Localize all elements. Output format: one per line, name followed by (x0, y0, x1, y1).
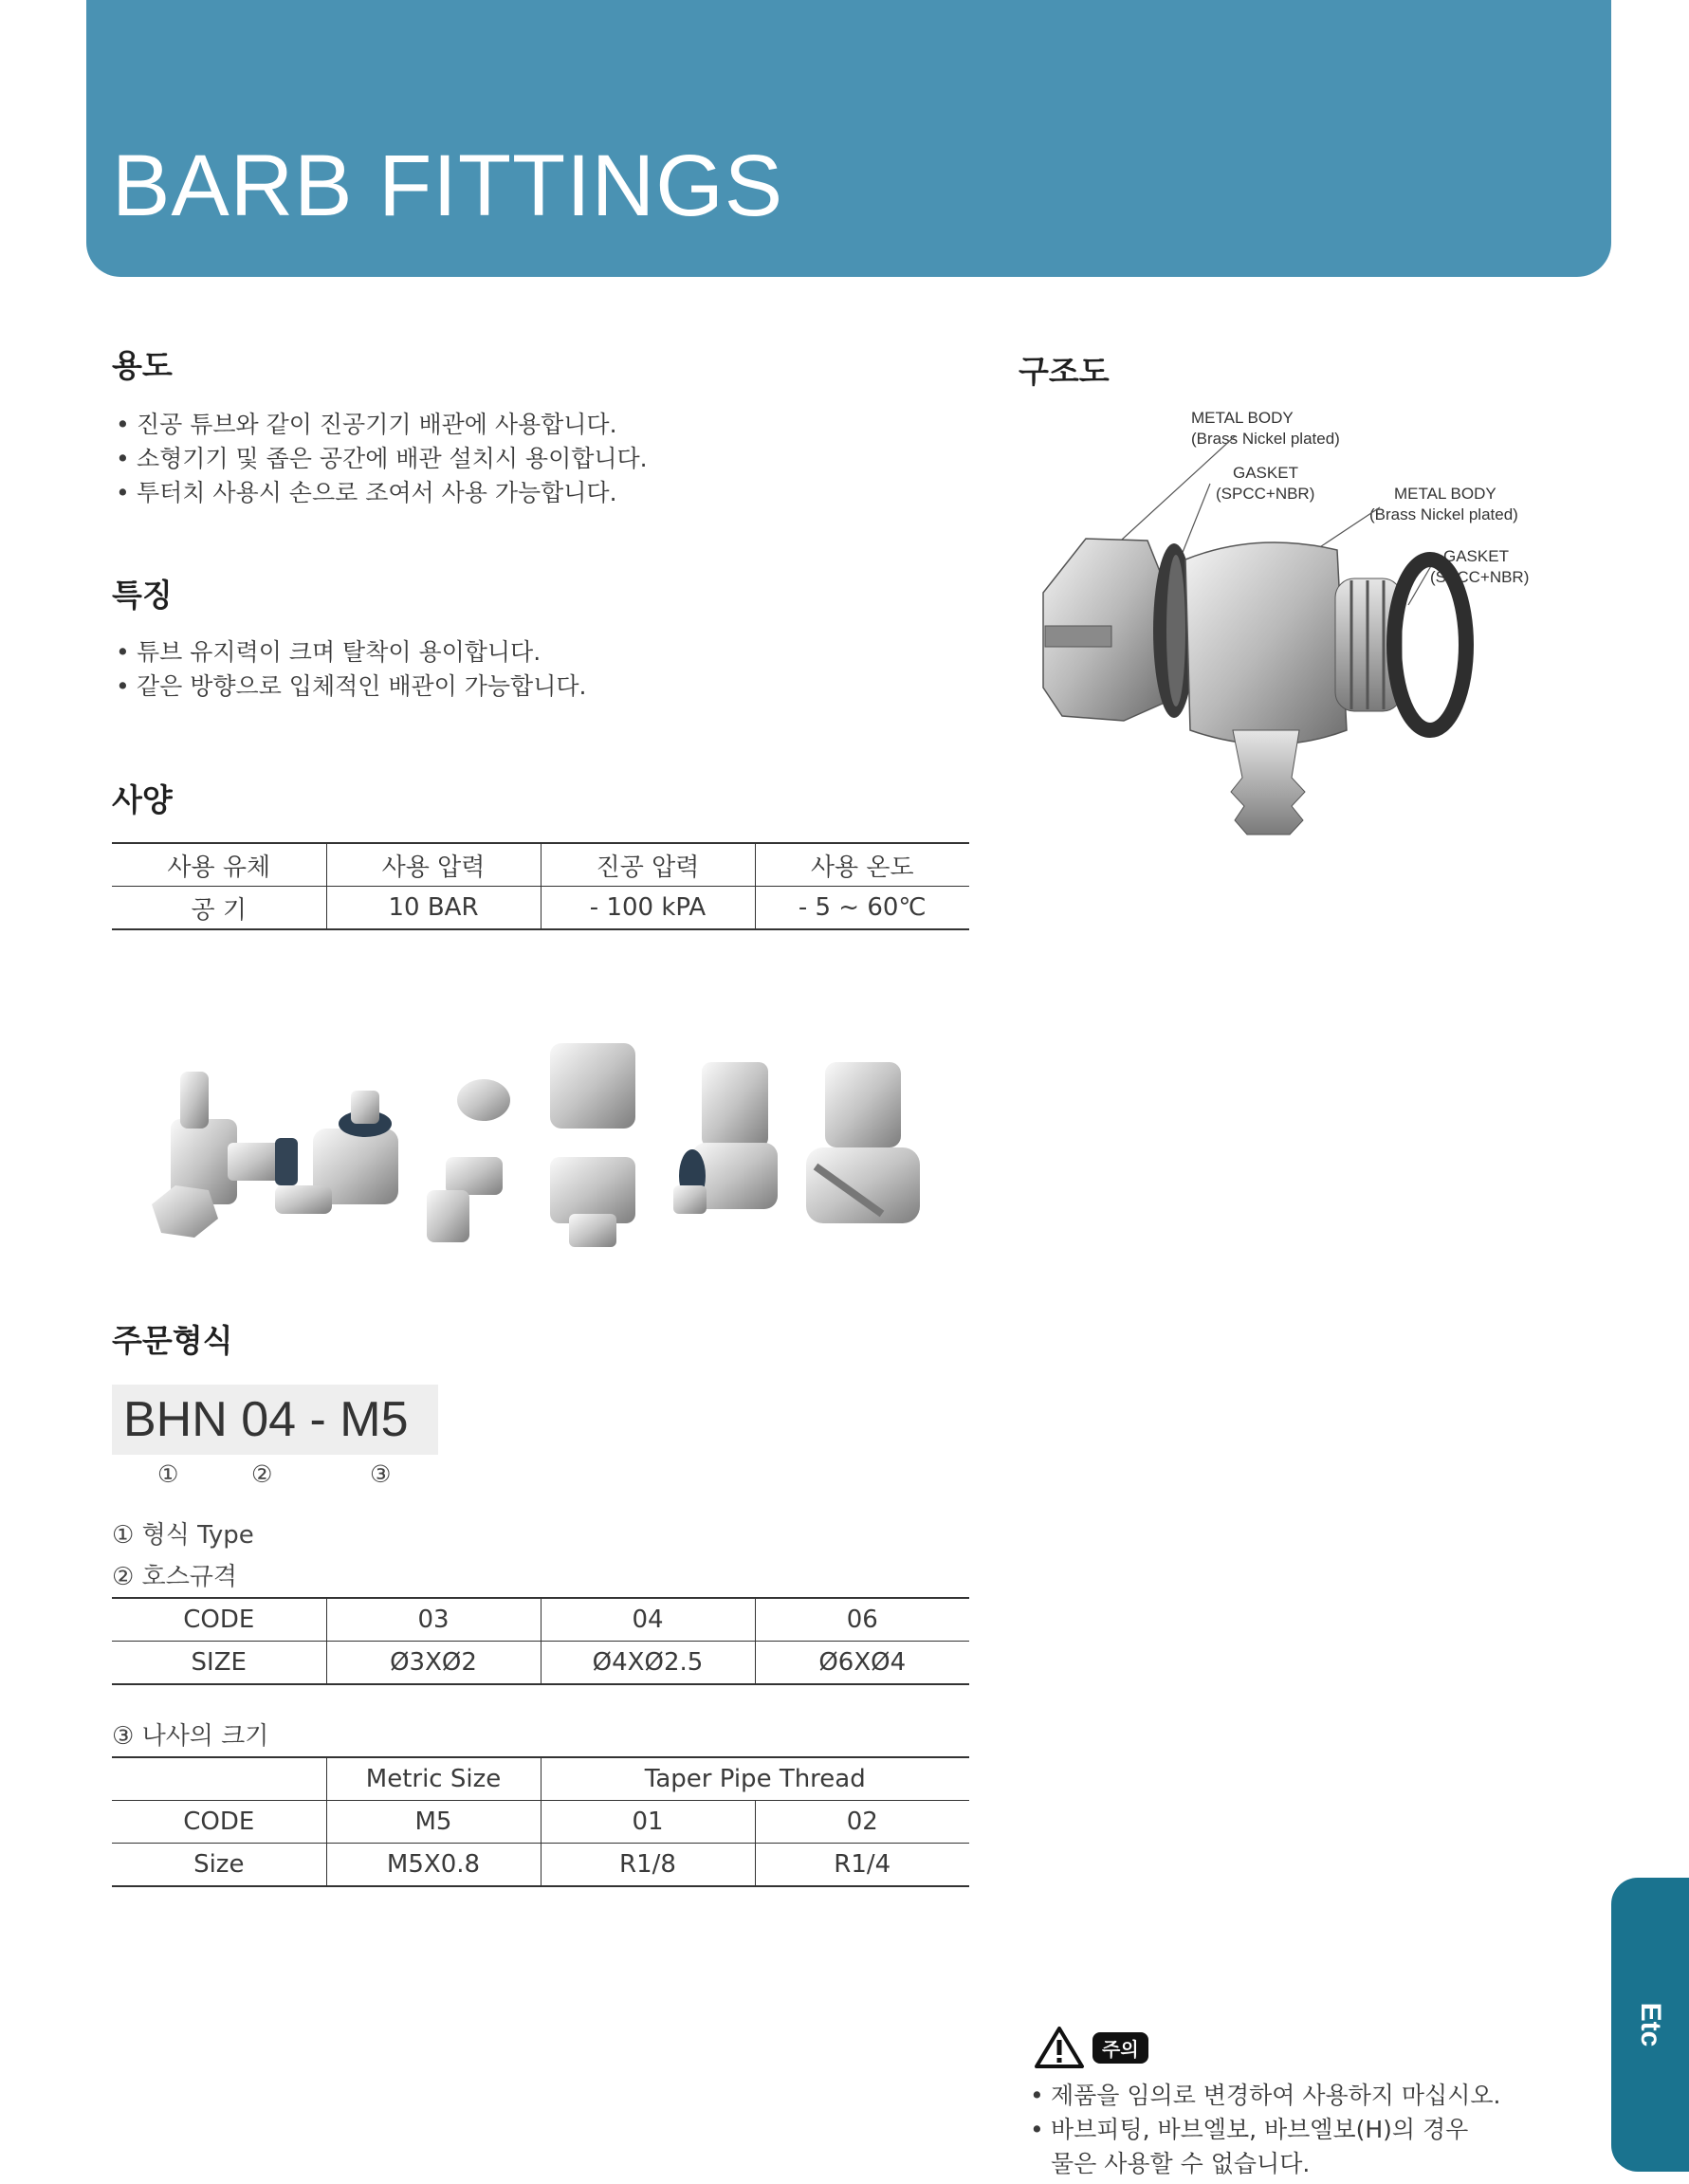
thread-group-header: Taper Pipe Thread (541, 1757, 969, 1801)
hose-cell: 06 (755, 1598, 969, 1642)
type-label: ① 형식 Type (112, 1521, 254, 1550)
order-marker-1: ① (157, 1460, 179, 1488)
warning-triangle-icon (1034, 2026, 1085, 2069)
thread-group-header (112, 1757, 326, 1801)
callout-detail: (SPCC+NBR) (1216, 485, 1315, 503)
spec-heading: 사양 (112, 781, 173, 818)
callout-name: METAL BODY (1191, 409, 1294, 427)
spec-value-cell: - 100 kPA (541, 887, 755, 930)
thread-cell: M5X0.8 (326, 1844, 541, 1887)
thread-table (112, 1756, 969, 1887)
callout-name: GASKET (1233, 464, 1298, 482)
order-code: BHN 04 - M5 (112, 1385, 438, 1455)
usage-heading: 용도 (112, 347, 173, 384)
hose-table (112, 1597, 969, 1685)
callout-name: GASKET (1443, 547, 1509, 565)
features-item: • 튜브 유지력이 크며 탈착이 용이합니다. (112, 635, 965, 670)
thread-label: ③ 나사의 크기 (112, 1722, 269, 1751)
spec-value-cell: 10 BAR (326, 887, 541, 930)
spec-value-cell: 공 기 (191, 895, 247, 925)
hose-label: ② 호스규격 (112, 1563, 238, 1591)
table-row (112, 887, 969, 930)
callout-detail: (Brass Nickel plated) (1191, 430, 1340, 448)
thread-cell: 02 (755, 1801, 969, 1844)
features-heading: 특징 (112, 577, 173, 614)
usage-list (112, 408, 965, 510)
thread-cell: R1/8 (541, 1844, 755, 1887)
order-heading: 주문형식 (112, 1322, 233, 1359)
hose-cell: 04 (541, 1598, 755, 1642)
page-title: BARB FITTINGS (112, 138, 784, 234)
features-list (112, 635, 965, 704)
callout-detail: (SPCC+NBR) (1430, 568, 1530, 586)
fitting-structure-diagram (1034, 417, 1530, 853)
usage-item: • 투터치 사용시 손으로 조여서 사용 가능합니다. (112, 476, 965, 510)
callout-detail: (Brass Nickel plated) (1369, 505, 1518, 523)
table-row (112, 1844, 969, 1887)
thread-cell: 01 (541, 1801, 755, 1844)
structure-heading: 구조도 (1019, 353, 1110, 390)
spec-header-cell: 사용 유체 (167, 853, 271, 882)
caution-list (1026, 2079, 1557, 2147)
features-item: • 같은 방향으로 입체적인 배관이 가능합니다. (112, 670, 965, 704)
table-row (112, 843, 969, 887)
side-tab-etc[interactable] (1611, 1878, 1689, 2172)
table-row (112, 1642, 969, 1685)
spec-table (112, 842, 969, 930)
spec-header-cell: 사용 압력 (326, 843, 541, 887)
table-row (112, 1801, 969, 1844)
spec-header-cell: 진공 압력 (541, 843, 755, 887)
usage-item: • 소형기기 및 좁은 공간에 배관 설치시 용이합니다. (112, 442, 965, 476)
caution-item: • 제품을 임의로 변경하여 사용하지 마십시오. (1026, 2079, 1557, 2113)
thread-group-header: Metric Size (326, 1757, 541, 1801)
spec-value-cell: - 5 ~ 60℃ (755, 887, 969, 930)
order-marker-3: ③ (370, 1460, 392, 1488)
caution-badge: 주의 (1092, 2032, 1148, 2064)
order-marker-2: ② (251, 1460, 273, 1488)
thread-cell: R1/4 (755, 1844, 969, 1887)
table-row (112, 1598, 969, 1642)
table-row (112, 1757, 969, 1801)
thread-cell: CODE (183, 1808, 255, 1836)
caution-header (1034, 2026, 1148, 2069)
hose-cell: Ø4XØ2.5 (541, 1642, 755, 1685)
hose-cell: CODE (183, 1606, 255, 1634)
product-photo-illustration (133, 1024, 967, 1280)
callout-name: METAL BODY (1394, 485, 1496, 503)
side-tab-label: Etc (1635, 2002, 1666, 2047)
hose-cell: 03 (326, 1598, 541, 1642)
caution-item-continued: 물은 사용할 수 없습니다. (1051, 2150, 1311, 2177)
usage-item: • 진공 튜브와 같이 진공기기 배관에 사용합니다. (112, 408, 965, 442)
hose-cell: Ø3XØ2 (326, 1642, 541, 1685)
hose-cell: SIZE (191, 1648, 247, 1677)
thread-cell: Size (193, 1850, 245, 1879)
caution-item: • 바브피팅, 바브엘보, 바브엘보(H)의 경우 (1026, 2113, 1557, 2147)
thread-cell: M5 (326, 1801, 541, 1844)
spec-header-cell: 사용 온도 (755, 843, 969, 887)
hose-cell: Ø6XØ4 (755, 1642, 969, 1685)
